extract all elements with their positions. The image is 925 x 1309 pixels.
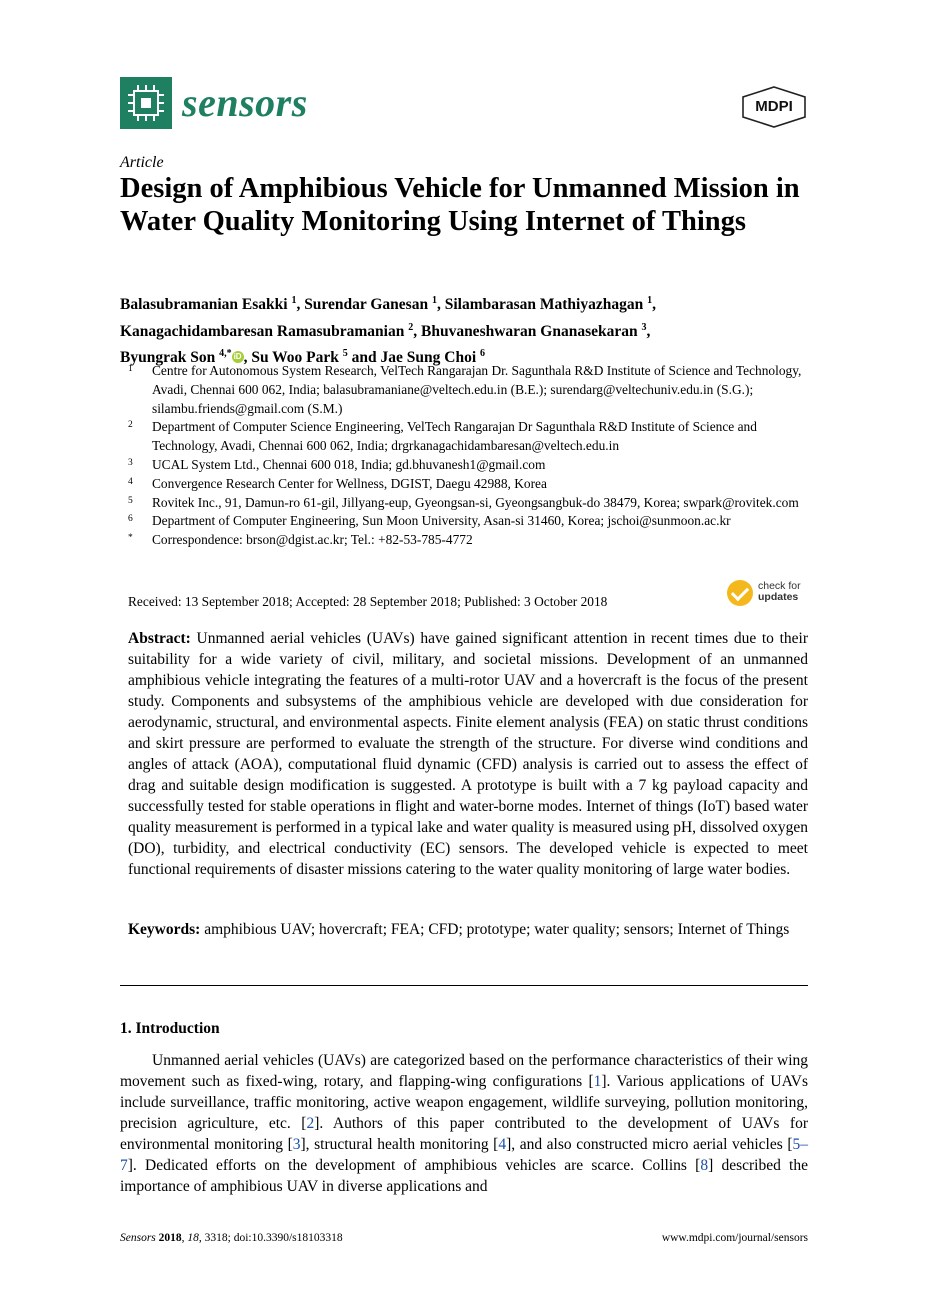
author-line: Balasubramanian Esakki $^1$, Surendar Ganesan $^1$, Silambarasan Mathiyazhagan $^1$, xyxy=(120,295,656,314)
abstract-text: Unmanned aerial vehicles (UAVs) have gained significant attention in recent times due to their suitability for a wide variety of civil, military, and societal missions. Development of an unmanned amphibious vehicle integrating the features of a multi-rotor UAV and a hovercraft is the focus of the present study. Components and subsystems of the amphibious vehicle are developed with due consideration for aerodynamic, structural, and environmental aspects. Finite element analysis (FEA) on static thrust conditions and skirt pressure are performed to evaluate the strength of the structure. For diverse wind conditions and angles of attack (AOA), computational fluid dynamic (CFD) analysis is carried out to assess the effect of drag and suitable design modification is suggested. A prototype is built with a 7 kg payload capacity and successfully tested for stable operations in flight and water-borne modes. Internet of things (IoT) based water quality measurement is performed in a typical lake and water quality is measured using pH, dissolved oxygen (DO), turbidity, and electrical conductivity (EC) sensors. The developed vehicle is expected to meet functional requirements of disaster missions catering to the water quality monitoring of large water bodies. xyxy=(128,630,809,878)
abstract-label: Abstract: xyxy=(128,630,191,647)
keywords-label: Keywords: xyxy=(128,921,201,938)
keywords xyxy=(128,919,808,940)
article-type: Article xyxy=(120,154,164,171)
section-heading: 1. Introduction xyxy=(120,1020,220,1037)
citation-link[interactable]: 4 xyxy=(498,1136,507,1153)
divider xyxy=(120,985,808,986)
abstract xyxy=(128,628,808,880)
publication-dates: Received: 13 September 2018; Accepted: 28 September 2018; Published: 3 October 2018 xyxy=(128,594,608,609)
footer-url[interactable]: www.mdpi.com/journal/sensors xyxy=(661,1232,808,1244)
checkmark-icon xyxy=(727,580,753,606)
affiliation-item: 6 Department of Computer Engineering, Sun Moon University, Asan-si 31460, Korea; jschoi@sunmoon.ac.kr xyxy=(128,513,731,529)
orcid-icon[interactable]: iD xyxy=(233,352,242,362)
keywords-text: amphibious UAV; hovercraft; FEA; CFD; prototype; water quality; sensors; Internet of Things xyxy=(204,921,790,938)
citation-link[interactable]: 8 xyxy=(700,1157,709,1174)
footer-citation: Sensors 2018, 18, 3318; doi:10.3390/s18103318 xyxy=(120,1232,343,1244)
correspondence: * Correspondence: brson@dgist.ac.kr; Tel.: +82-53-785-4772 xyxy=(128,532,473,548)
check-updates-line2: updates xyxy=(758,591,799,603)
affiliation-item: 3 UCAL System Ltd., Chennai 600 018, India; gd.bhuvanesh1@gmail.com xyxy=(128,456,546,472)
check-for-updates-button[interactable] xyxy=(727,580,811,608)
affiliation-item: 1 Centre for Autonomous System Research, VelTech Rangarajan Dr. Sagunthala R&D Institute of Science and Technology, Avadi, Chennai 600 062, India; balasubramaniane@veltech.edu.in (B.E.); surendarg@veltechuniv.edu.in (S.G.); silambu.friends@gmail.com (S.M.) xyxy=(128,363,802,416)
affiliation-item: 4 Convergence Research Center for Wellness, DGIST, Daegu 42988, Korea xyxy=(128,475,547,491)
affiliation-item: 2 Department of Computer Science Engineering, VelTech Rangarajan Dr Sagunthala R&D Institute of Science and Technology, Avadi, Chennai 600 062, India; drgrkanagachidambaresan@veltech.edu.in xyxy=(128,419,757,454)
affiliations xyxy=(128,362,818,550)
publisher-logo[interactable] xyxy=(741,85,807,129)
citation-link[interactable]: 1 xyxy=(593,1073,602,1090)
intro-paragraph: Unmanned aerial vehicles (UAVs) are categorized based on the performance characteristics of their wing movement such as fixed-wing, rotary, and flapping-wing configurations [1]. Various applications of UAVs include surveillance, traffic monitoring, active weapon engagement, wildlife surveying, pollution monitoring, precision agriculture, etc. [2]. Authors of this paper contributed to the development of UAVs for environmental monitoring [3], structural health monitoring [4], and also constructed micro aerial vehicles [5–7]. Dedicated efforts on the development of amphibious vehicles are scarce. Collins [8] described the importance of amphibious UAV in diverse applications and xyxy=(120,1052,809,1195)
citation-link[interactable]: 5–7 xyxy=(120,1136,809,1174)
author-line: Kanagachidambaresan Ramasubramanian $^2$, Bhuvaneshwaran Gnanasekaran $^3$, xyxy=(120,321,651,340)
check-updates-line1: check for xyxy=(758,580,801,592)
affiliation-item: 5 Rovitek Inc., 91, Damun-ro 61-gil, Jillyang-eup, Gyeongsan-si, Gyeongsangbuk-do 38479, Korea; swpark@rovitek.com xyxy=(128,494,799,510)
citation-link[interactable]: 2 xyxy=(306,1115,315,1132)
author-line: Byungrak Son $^{4,*}$ iD , Su Woo Park $^5$ and Jae Sung Choi $^6$ xyxy=(120,348,486,367)
paper-title: Design of Amphibious Vehicle for Unmanned Mission in Water Quality Monitoring Using Internet of Things xyxy=(120,173,800,237)
journal-logo-icon xyxy=(120,77,172,129)
author-list xyxy=(120,290,810,370)
chip-icon xyxy=(133,90,159,116)
publisher-name: MDPI xyxy=(755,98,793,115)
journal-name[interactable]: sensors xyxy=(182,80,308,125)
citation-link[interactable]: 3 xyxy=(292,1136,301,1153)
